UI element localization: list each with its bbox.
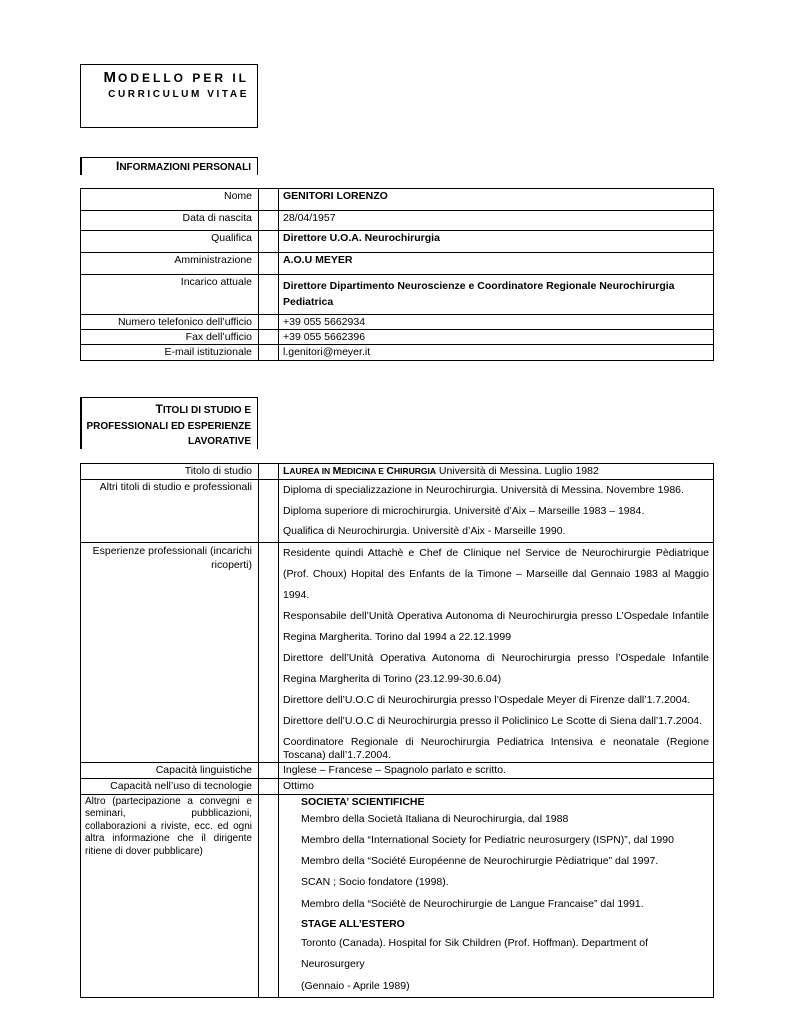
value-lingue: Inglese – Francese – Spagnolo parlato e scritto. <box>279 762 714 778</box>
list-item: Direttore dell’U.O.C di Neurochirurgia presso il Policlinico Le Scotte di Siena dall’1.7.2004. <box>283 714 703 727</box>
label-tecnologie: Capacità nell’uso di tecnologie <box>81 778 259 794</box>
row-altri-titoli <box>81 480 714 543</box>
value-esperienze <box>279 542 714 762</box>
value-email[interactable]: l.genitori@meyer.it <box>279 345 714 361</box>
list-item: Qualifica di Neurochirurgia. Universitè d’Aix - Marseille 1990. <box>283 525 566 537</box>
list-item: Responsabile dell’Unità Operativa Autonoma di Neurochirurgia presso L’Ospedale Infantile Regina Margherita. Torino dal 1994 a 22.12.1999 <box>283 609 709 643</box>
cv-title-box <box>80 64 258 128</box>
label-amministrazione: Amministrazione <box>81 253 259 275</box>
list-item: (Gennaio - Aprile 1989) <box>301 979 410 992</box>
value-data-nascita: 28/04/1957 <box>279 211 714 231</box>
personal-info-table <box>80 188 714 361</box>
label-altri-titoli: Altri titoli di studio e professionali <box>81 480 259 543</box>
section-header-personal: INFORMAZIONI PERSONALI <box>80 157 258 175</box>
row-altro <box>81 794 714 997</box>
row-lingue <box>81 762 714 778</box>
label-data-nascita: Data di nascita <box>81 211 259 231</box>
section-header-titoli: TITOLI DI STUDIO E PROFESSIONALI ED ESPERIENZE LAVORATIVE <box>80 397 258 449</box>
list-item: Toronto (Canada). Hospital for Sik Children (Prof. Hoffman). Department of Neurosurgery <box>301 936 649 971</box>
value-altri-titoli <box>279 480 714 543</box>
label-qualifica: Qualifica <box>81 231 259 253</box>
cv-title-line2: CURRICULUM VITAE <box>108 89 249 100</box>
value-telefono: +39 055 5662934 <box>279 315 714 330</box>
value-nome: GENITORI LORENZO <box>279 189 714 211</box>
list-item: Direttore dell’U.O.C di Neurochirurgia presso l’Ospedale Meyer di Firenze dall’1.7.2004. <box>283 693 691 706</box>
label-email: E-mail istituzionale <box>81 345 259 361</box>
label-esperienze: Esperienze professionali (incarichi ricoperti) <box>81 542 259 762</box>
row-esperienze <box>81 542 714 762</box>
heading-stage: STAGE ALL’ESTERO <box>301 917 405 930</box>
value-amministrazione: A.O.U MEYER <box>279 253 714 275</box>
list-item: Residente quindi Attachè e Chef de Clinique nel Service de Neurochirurgie Pèdiatrique (Prof. Choux) Hopital des Enfants de la Timone – Marseille dal Gennaio 1983 al Maggio 1994. <box>283 546 709 601</box>
list-item: Coordinatore Regionale di Neurochirurgia Pediatrica Intensiva e neonatale (Regione Toscana) dall’1.7.2004. <box>283 735 709 761</box>
list-item: Membro della “Société Européenne de Neurochirurgie Pèdiatrique” dal 1997. <box>301 855 659 868</box>
list-item: Membro della “Sociétè de Neurochirurgie de Langue Francaise” dal 1991. <box>301 897 644 910</box>
cv-title-line1: MODELLO PER IL <box>103 69 249 86</box>
row-email <box>81 345 714 361</box>
list-item: Diploma superiore di microchirurgia. Universitè d’Aix – Marseille 1983 – 1984. <box>283 504 645 517</box>
list-item: SCAN ; Socio fondatore (1998). <box>301 876 449 889</box>
label-telefono: Numero telefonico dell’ufficio <box>81 315 259 330</box>
label-titolo-studio: Titolo di studio <box>81 464 259 480</box>
label-lingue: Capacità linguistiche <box>81 762 259 778</box>
value-incarico: Direttore Dipartimento Neuroscienze e Coordinatore Regionale Neurochirurgia Pediatrica <box>279 275 714 315</box>
value-qualifica: Direttore U.O.A. Neurochirurgia <box>279 231 714 253</box>
label-altro: Altro (partecipazione a convegni e seminari, pubblicazioni, collaborazioni a riviste, ecc. ed ogni altra informazione che il dirigente ritiene di dover pubblicare) <box>81 794 259 997</box>
row-qualifica <box>81 231 714 253</box>
list-item: Diploma di specializzazione in Neurochirurgia. Università di Messina. Novembre 1986. <box>283 484 684 496</box>
value-fax: +39 055 5662396 <box>279 330 714 345</box>
row-fax <box>81 330 714 345</box>
row-titolo-studio <box>81 464 714 480</box>
value-titolo-studio: LAUREA IN MEDICINA E CHIRURGIA Università di Messina. Luglio 1982 <box>279 464 714 480</box>
list-item: Membro della “International Society for Pediatric neurosurgery (ISPN)”, dal 1990 <box>301 833 674 846</box>
label-nome: Nome <box>81 189 259 211</box>
row-tecnologie <box>81 778 714 794</box>
row-telefono <box>81 315 714 330</box>
value-tecnologie: Ottimo <box>279 778 714 794</box>
list-item: Membro della Società Italiana di Neurochirurgia, dal 1988 <box>301 812 569 825</box>
row-incarico <box>81 275 714 315</box>
heading-societa: SOCIETA’ SCIENTIFICHE <box>301 795 425 808</box>
list-item: Direttore dell’Unità Operativa Autonoma di Neurochirurgia presso l’Ospedale Infantile Regina Margherita di Torino (23.12.99-30.6.04) <box>283 651 709 685</box>
row-nome <box>81 189 714 211</box>
row-data-nascita <box>81 211 714 231</box>
value-altro <box>279 794 714 997</box>
studies-table <box>80 463 714 998</box>
row-amministrazione <box>81 253 714 275</box>
label-incarico: Incarico attuale <box>81 275 259 315</box>
label-fax: Fax dell’ufficio <box>81 330 259 345</box>
